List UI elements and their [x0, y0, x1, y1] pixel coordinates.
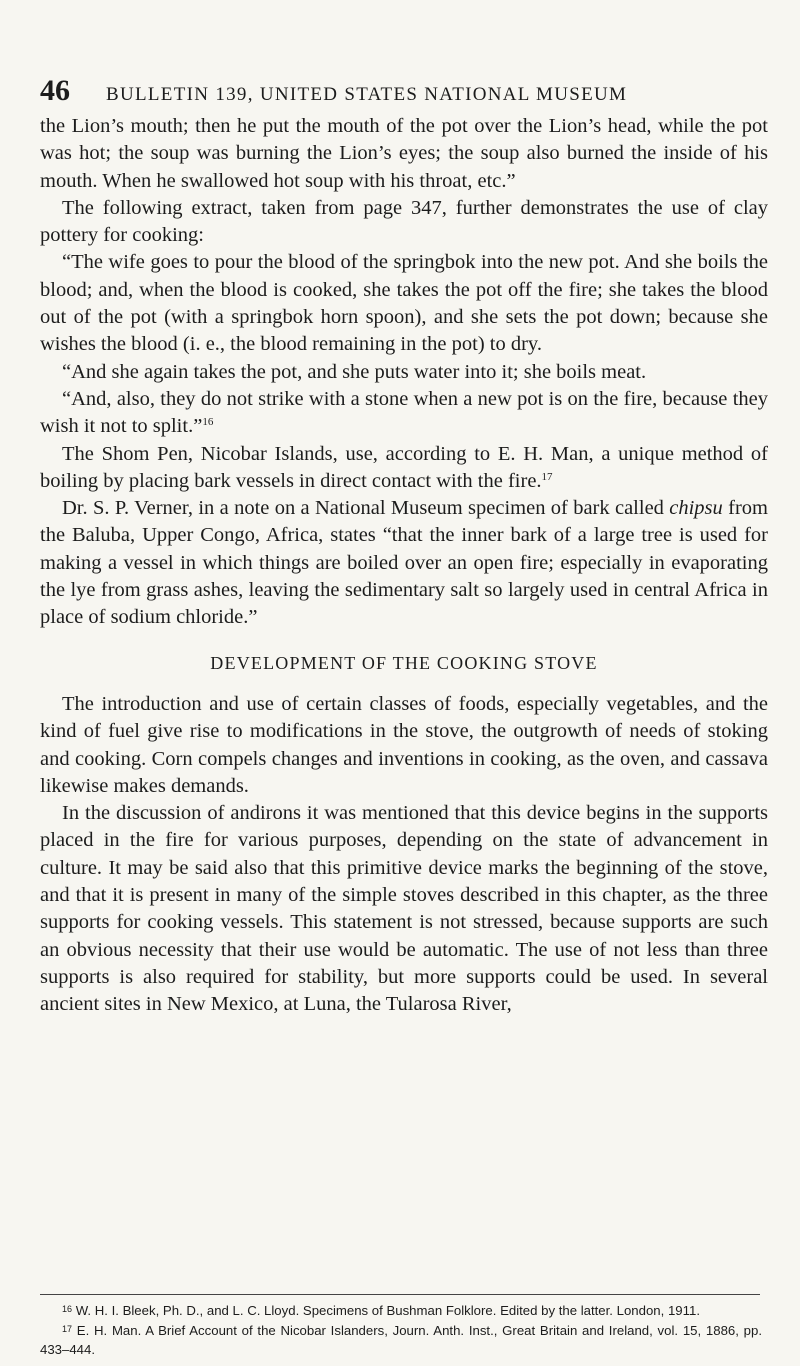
paragraph-shom-pen-text: The Shom Pen, Nicobar Islands, use, according to E. H. Man, a unique method of boiling by placing bark vessels in direct contact with the fire. [40, 442, 768, 492]
paragraph-introduction-of-foods: The introduction and use of certain classes of foods, especially vegetables, and the kind of fuel give rise to modifications in the stove, the outgrowth of needs of stoking and cooking. Corn compels changes and inventions in cooking, as the oven, and cassava likewise makes demands. [40, 692, 768, 797]
footnote-ref-17: 17 [541, 470, 553, 483]
paragraph-verner [40, 495, 768, 631]
paragraph-extract-intro: The following extract, taken from page 347, further demonstrates the use of clay pottery for cooking: [40, 196, 768, 247]
section-heading: DEVELOPMENT OF THE COOKING STOVE [210, 652, 598, 673]
paragraph-verner-text-b: from the Baluba, Upper Congo, Africa, states “that the inner bark of a large tree is used for making a vessel in which things are boiled over an open fire; especially in evaporating the lye from grass ashes, leaving the sedimentary salt so largely used in central Africa in place of sodium chloride.” [40, 497, 768, 629]
paragraph-verner-text-a: Dr. S. P. Verner, in a note on a National Museum specimen of bark called [62, 497, 670, 520]
running-head-title: BULLETIN 139, UNITED STATES NATIONAL MUSEUM [106, 84, 628, 105]
page-number: 46 [40, 74, 70, 107]
footnote-divider [40, 1294, 760, 1295]
footnote-text: E. H. Man. A Brief Account of the Nicobar Islanders, Journ. Anth. Inst., Great Britain and Ireland, vol. 15, 1886, pp. 433–444. [40, 1323, 762, 1357]
quote-springbok-blood: “The wife goes to pour the blood of the springbok into the new pot. And she boils the blood; and, when the blood is cooked, she takes the pot off the fire; she takes the blood out of the pot (with a springbok horn spoon), and she sets the pot down; because she wishes the blood (i. e., the blood remaining in the pot) to dry. [40, 251, 768, 356]
quote-new-pot [40, 386, 768, 441]
footnote-17 [40, 1320, 762, 1359]
footnotes [40, 1300, 762, 1359]
footnote-16 [40, 1300, 762, 1320]
paragraph-shom-pen [40, 441, 768, 496]
specimen-name-italic: chipsu [669, 497, 723, 520]
footnote-text: W. H. I. Bleek, Ph. D., and L. C. Lloyd. Specimens of Bushman Folklore. Edited by the latter. London, 1911. [75, 1303, 700, 1318]
quote-new-pot-text: “And, also, they do not strike with a stone when a new pot is on the fire, because they wish it not to split.” [40, 387, 768, 438]
running-head [40, 74, 762, 108]
paragraph-andirons: In the discussion of andirons it was mentioned that this device begins in the supports placed in the fire for various purposes, depending on the state of advancement in culture. It may be said also that this primitive device marks the beginning of the stove, and that it is present in many of the simple stoves described in this chapter, as the three supports for cooking vessels. This statement is not stressed, because supports are such an obvious necessity that their use would be automatic. The use of not less than three supports is also required for stability, but more supports could be used. In several ancient sites in New Mexico, at Luna, the Tularosa River, [40, 802, 768, 1016]
footnote-ref-16: 16 [202, 416, 214, 429]
body-text [40, 113, 768, 1019]
quote-boils-meat: “And she again takes the pot, and she puts water into it; she boils meat. [62, 360, 647, 383]
footnote-number: 16 [62, 1304, 73, 1314]
paragraph-lion-story: the Lion’s mouth; then he put the mouth of the pot over the Lion’s head, while the pot was hot; the soup was burning the Lion’s eyes; the soup also burned the inside of his mouth. When he swallowed hot soup with his throat, etc.” [40, 115, 768, 192]
footnote-number: 17 [62, 1324, 73, 1334]
